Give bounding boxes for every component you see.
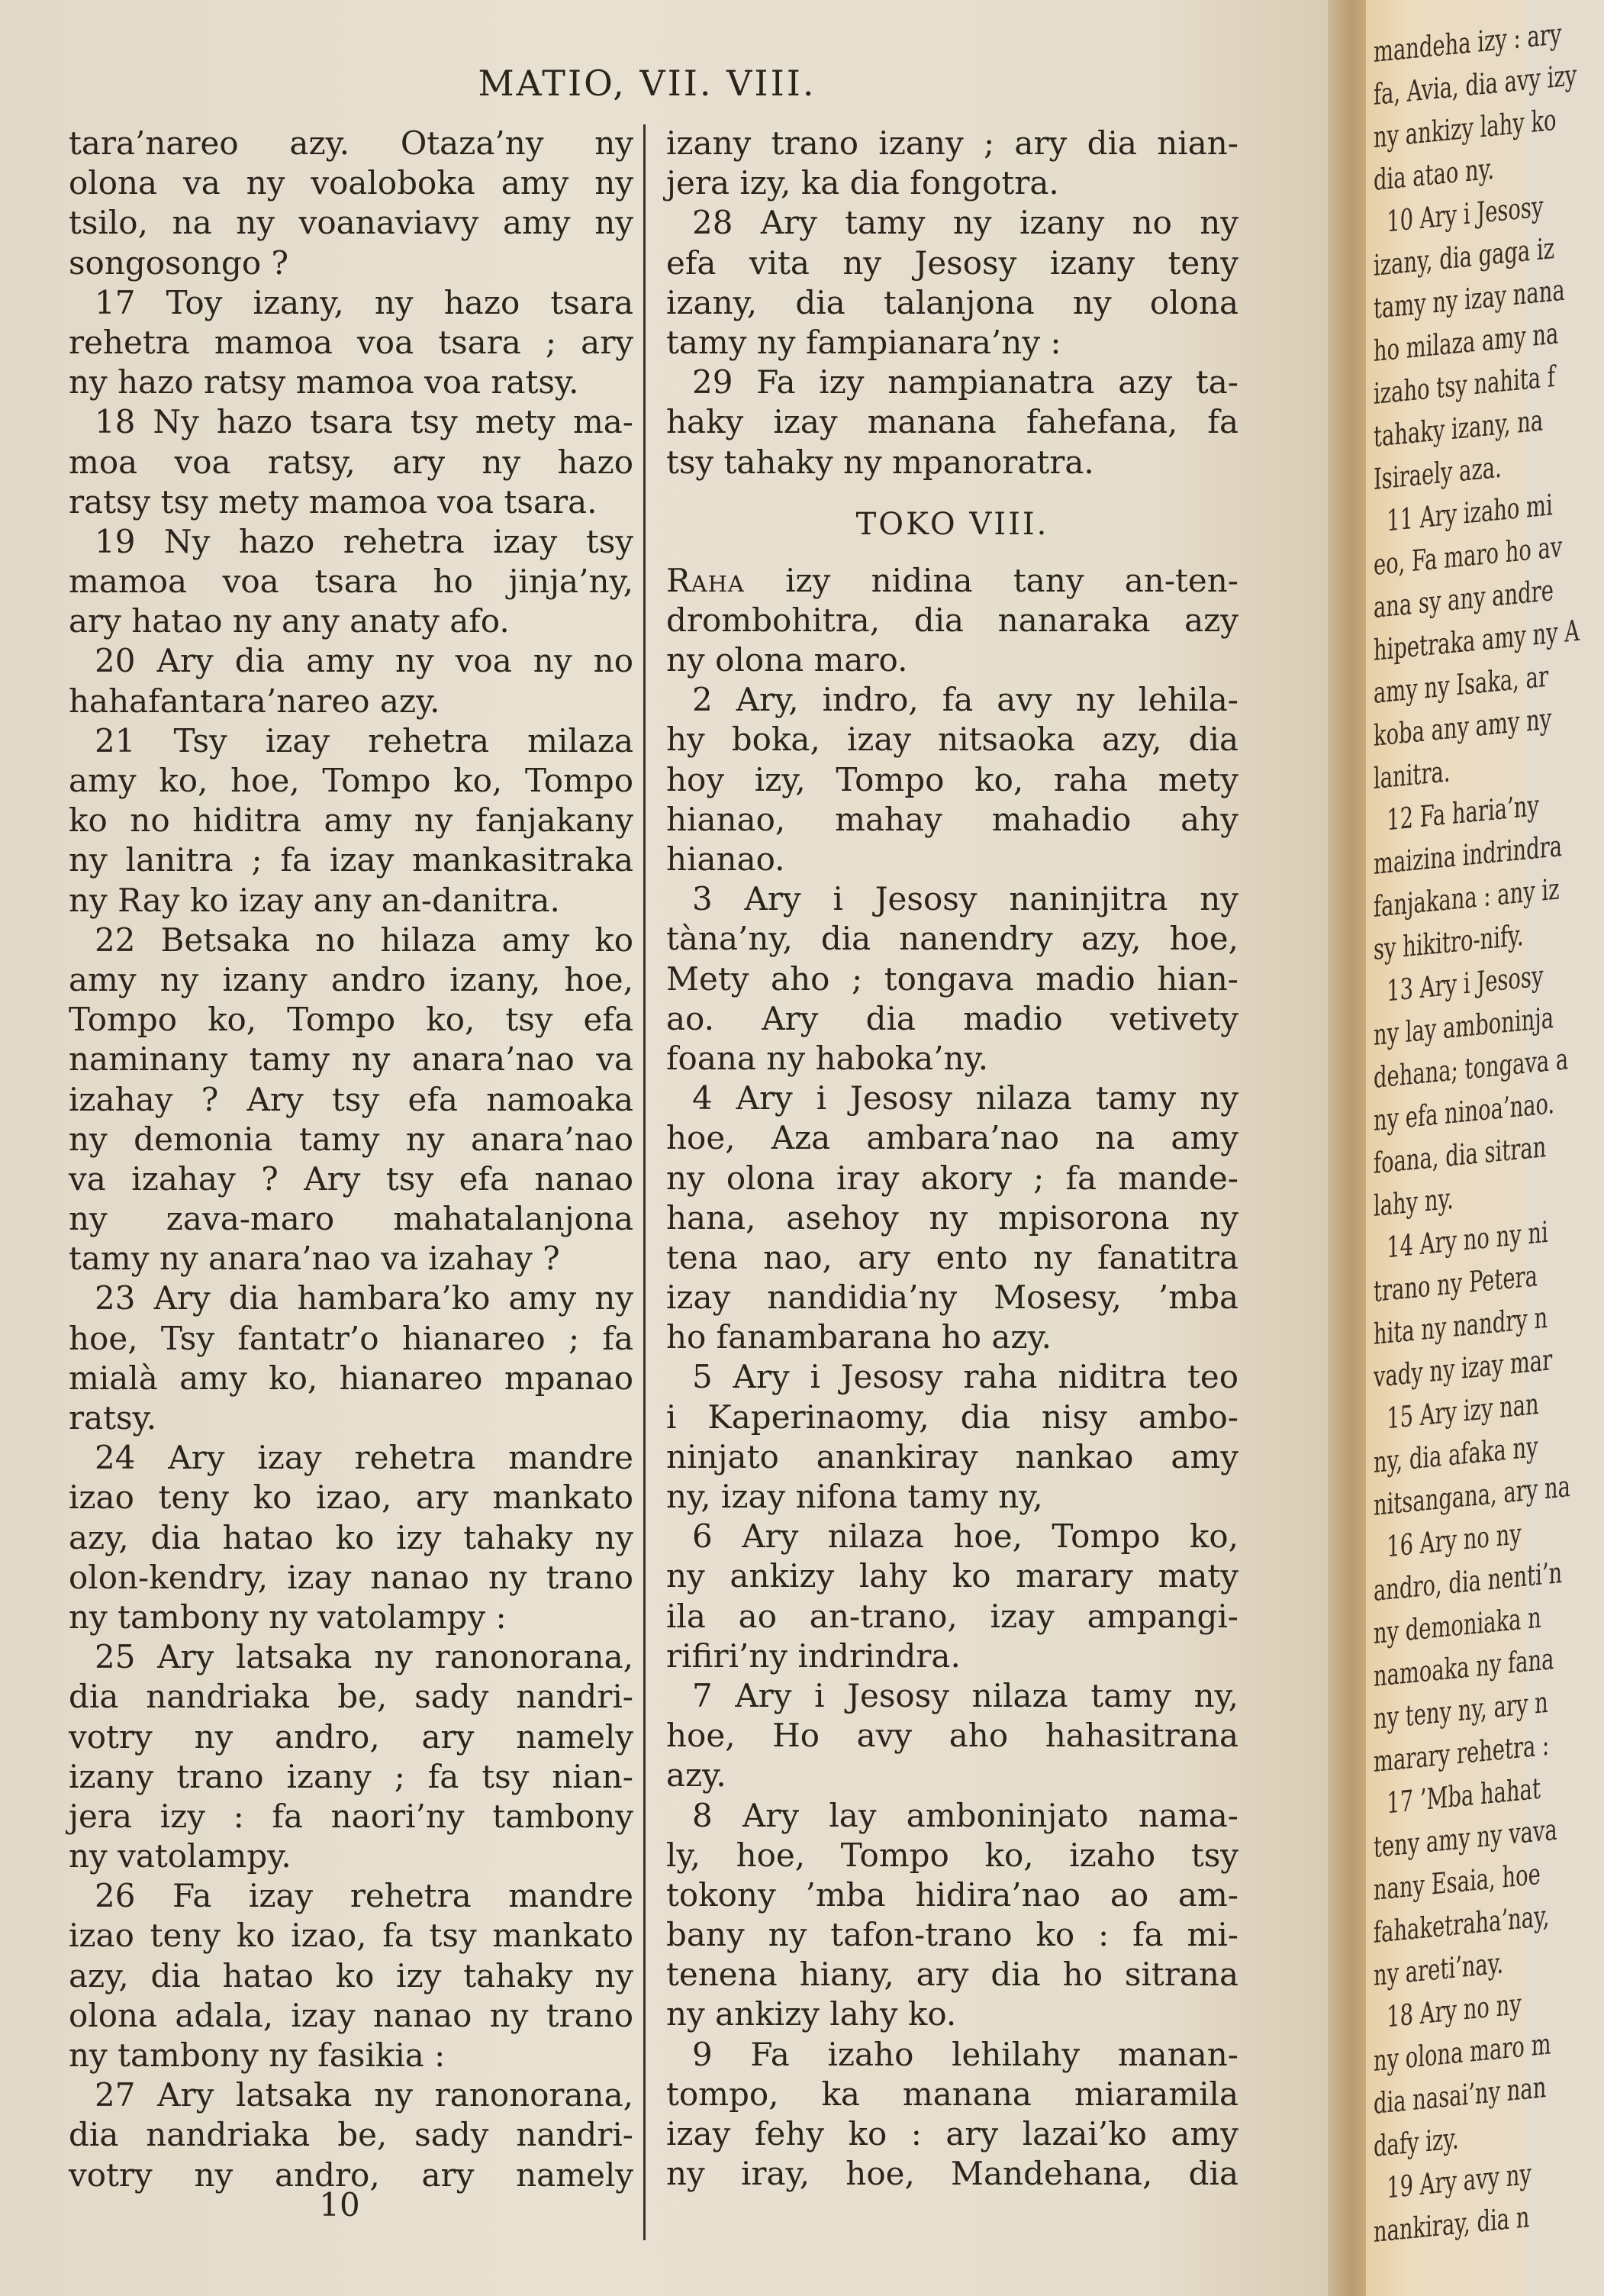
text-line: songosongo ? xyxy=(69,243,288,282)
text-line: 27 Ary latsaka ny ranonorana, xyxy=(95,2076,633,2114)
text-line: hoe, Tsy fantatr’o hianareo ; fa xyxy=(69,1319,633,1357)
text-line: ny demonia tamy ny anara’nao xyxy=(69,1120,633,1158)
next-page-line: dafy izy. xyxy=(1374,2121,1459,2163)
next-page-line: maizina indrindra xyxy=(1374,829,1563,881)
text-line: ny olona maro. xyxy=(666,641,908,679)
text-line: 23 Ary dia hambara’ko amy ny xyxy=(95,1279,633,1317)
next-page-line: mandeha izy : ary xyxy=(1374,17,1562,69)
text-line: tsilo, na ny voanaviavy amy ny xyxy=(69,204,633,242)
verse xyxy=(666,1357,1238,1517)
verse xyxy=(666,561,1238,681)
next-page-line: 11 Ary izaho mi xyxy=(1387,488,1553,538)
next-page-line: 14 Ary no ny ni xyxy=(1387,1214,1548,1265)
text-line: ny olona iray akory ; fa mande- xyxy=(666,1159,1238,1197)
next-page-line: ny demoniaka n xyxy=(1374,1600,1541,1650)
text-line: bany ny tafon-trano ko : fa mi- xyxy=(666,1916,1238,1954)
text-line: tsy tahaky ny mpanoratra. xyxy=(666,443,1094,481)
text-line: 25 Ary latsaka ny ranonorana, xyxy=(95,1638,633,1676)
text-line: ny zava-maro mahatalanjona xyxy=(69,1200,633,1238)
text-line: ny Ray ko izay any an-danitra. xyxy=(69,881,560,919)
left-column xyxy=(69,124,633,2195)
line-text: izy nidina tany an-ten- xyxy=(744,561,1238,599)
text-line: izany trano izany ; ary dia nian- xyxy=(666,124,1238,162)
text-line: ratsy tsy mety mamoa voa tsara. xyxy=(69,482,597,521)
text-line: hana, asehoy ny mpisorona ny xyxy=(666,1198,1238,1237)
text-line: tàna’ny, dia nanendry azy, hoe, xyxy=(666,920,1238,958)
verse xyxy=(69,283,633,403)
next-page-line: dia nasai’ny nan xyxy=(1374,2070,1547,2120)
verse xyxy=(69,2075,633,2195)
text-line: 7 Ary i Jesosy nilaza tamy ny, xyxy=(692,1676,1238,1714)
next-page-line: lanitra. xyxy=(1374,754,1451,795)
verse xyxy=(69,1637,633,1876)
text-line: 4 Ary i Jesosy nilaza tamy ny xyxy=(692,1079,1238,1117)
text-line: 26 Fa izay rehetra mandre xyxy=(95,1877,633,1915)
text-line: ny ankizy lahy ko. xyxy=(666,1995,957,2033)
text-line: ary hatao ny any anaty afo. xyxy=(69,602,510,640)
text-line: 17 Toy izany, ny hazo tsara xyxy=(95,283,633,321)
next-page-line: sy hikitro-nify. xyxy=(1374,917,1524,966)
text-line: haky izay manana fahefana, fa xyxy=(666,403,1238,441)
text-line: tompo, ka manana miaramila xyxy=(666,2075,1238,2113)
next-page-line: izany, dia gaga iz xyxy=(1374,231,1555,282)
verse xyxy=(666,2035,1238,2194)
text-line: 2 Ary, indro, fa avy ny lehila- xyxy=(692,681,1238,719)
next-page-line: lahy ny. xyxy=(1374,1181,1454,1223)
next-page-line: nankiray, dia n xyxy=(1374,2200,1530,2249)
text-line: ratsy. xyxy=(69,1399,157,1437)
text-line: ila ao an-trano, izay ampangi- xyxy=(666,1597,1238,1635)
text-line: ny iray, hoe, Mandehana, dia xyxy=(666,2155,1238,2193)
next-page-line: ny, dia afaka ny xyxy=(1374,1430,1538,1479)
text-line: 9 Fa izaho lehilahy manan- xyxy=(692,2035,1238,2073)
text-line: tena nao, ary ento ny fanatitra xyxy=(666,1238,1238,1276)
next-page-line: ny efa ninoa’nao. xyxy=(1374,1085,1555,1137)
text-line: dia nandriaka be, sady nandri- xyxy=(69,1678,633,1716)
verse xyxy=(666,680,1238,879)
next-page-line: ny teny ny, ary n xyxy=(1374,1685,1548,1736)
next-page-line: nany Esaia, hoe xyxy=(1374,1856,1541,1907)
next-page-line: dehana; tongava a xyxy=(1374,1042,1569,1095)
text-line: 29 Fa izy nampianatra azy ta- xyxy=(692,363,1238,401)
text-line: votry ny andro, ary namely xyxy=(69,1717,633,1756)
text-line: hianao. xyxy=(666,840,785,878)
chapter-heading: TOKO VIII. xyxy=(855,506,1049,542)
text-line: izao teny ko izao, fa tsy mankato xyxy=(69,1917,633,1955)
next-page-line: amy ny Isaka, ar xyxy=(1374,659,1549,710)
text-line: Tompo ko, Tompo ko, tsy efa xyxy=(69,1001,633,1039)
next-page-line: ho milaza amy na xyxy=(1374,316,1559,368)
text-line: izany, dia talanjona ny olona xyxy=(666,283,1238,321)
verse xyxy=(69,522,633,642)
verse xyxy=(666,879,1238,1079)
text-line: tokony ’mba hidira’nao ao am- xyxy=(666,1875,1238,1914)
next-page-lines xyxy=(1374,8,1604,2253)
verse xyxy=(666,124,1238,203)
verse xyxy=(666,1796,1238,2035)
next-page-line: ana sy any andre xyxy=(1374,573,1554,624)
next-page-line: ny lay amboninja xyxy=(1374,1001,1554,1052)
next-page-line: 16 Ary no ny xyxy=(1387,1517,1522,1564)
next-page-line: hipetraka amy ny A xyxy=(1374,613,1580,667)
text-line xyxy=(666,561,1238,601)
text-line: ny vatolampy. xyxy=(69,1837,291,1875)
text-line: moa voa ratsy, ary ny hazo xyxy=(69,443,633,481)
verse xyxy=(69,641,633,721)
text-line: votry ny andro, ary namely xyxy=(69,2156,633,2194)
text-line: hahafantara’nareo azy. xyxy=(69,682,440,720)
running-header: MATIO, VII. VIII. xyxy=(478,63,816,104)
text-line: va izahay ? Ary tsy efa nanao xyxy=(69,1159,633,1198)
text-line: 19 Ny hazo rehetra izay tsy xyxy=(95,522,633,560)
text-line: foana ny haboka’ny. xyxy=(666,1039,989,1077)
next-page-line: foana, dia sitran xyxy=(1374,1130,1547,1180)
next-page-line: Isiraely aza. xyxy=(1374,450,1502,496)
text-line: hianao, mahay mahadio ahy xyxy=(666,800,1238,838)
text-line: mamoa voa tsara ho jinja’ny, xyxy=(69,563,633,601)
text-line: olona va ny voaloboka amy ny xyxy=(69,164,633,202)
text-line: 21 Tsy izay rehetra milaza xyxy=(95,721,633,759)
verse xyxy=(69,1438,633,1637)
text-line: naminany tamy ny anara’nao va xyxy=(69,1040,633,1079)
next-page-line: 12 Fa haria’ny xyxy=(1387,788,1539,837)
next-page-fragment xyxy=(1366,0,1580,2296)
next-page-line: 15 Ary izy nan xyxy=(1387,1386,1539,1436)
text-line: hy boka, izay nitsaoka azy, dia xyxy=(666,721,1238,759)
next-page-line: eo, Fa maro ho av xyxy=(1374,529,1563,582)
text-line: azy, dia hatao ko izy tahaky ny xyxy=(69,1956,633,1994)
verse xyxy=(666,1517,1238,1676)
text-line: ly, hoe, Tompo ko, izaho tsy xyxy=(666,1836,1238,1874)
chapter-opening-word: Raha xyxy=(666,561,745,599)
text-line: dia nandriaka be, sady nandri- xyxy=(69,2116,633,2154)
next-page-line: ny areti’nay. xyxy=(1374,1946,1504,1992)
text-line: efa vita ny Jesosy izany teny xyxy=(666,243,1238,282)
text-line: ninjato anankiray nankao amy xyxy=(666,1437,1238,1475)
text-line: ho fanambarana ho azy. xyxy=(666,1318,1052,1356)
next-page-line: ny olona maro m xyxy=(1374,2027,1551,2078)
text-line: olon-kendry, izay nanao ny trano xyxy=(69,1558,633,1596)
text-line: izao teny ko izao, ary mankato xyxy=(69,1479,633,1517)
text-line: 20 Ary dia amy ny voa ny no xyxy=(95,642,633,680)
text-line: ao. Ary dia madio vetivety xyxy=(666,999,1238,1037)
text-line: drombohitra, dia nanaraka azy xyxy=(666,601,1238,639)
next-page-line: namoaka ny fana xyxy=(1374,1642,1554,1693)
next-page-line: marary rehetra : xyxy=(1374,1727,1550,1778)
text-line: 18 Ny hazo tsara tsy mety ma- xyxy=(95,403,633,441)
next-page-line: 18 Ary no ny xyxy=(1387,1987,1522,2034)
text-line: ny hazo ratsy mamoa voa ratsy. xyxy=(69,363,579,401)
text-line: rifiri’ny indrindra. xyxy=(666,1637,961,1675)
next-page-line: fahaketraha’nay, xyxy=(1374,1898,1550,1949)
text-line: hoe, Ho avy aho hahasitrana xyxy=(666,1717,1238,1755)
text-line: amy ko, hoe, Tompo ko, Tompo xyxy=(69,762,633,799)
column-divider xyxy=(643,124,646,2240)
next-page-line: fa, Avia, dia avy izy xyxy=(1374,58,1577,111)
next-page-line: 13 Ary i Jesosy xyxy=(1387,959,1544,1008)
text-line: 24 Ary izay rehetra mandre xyxy=(95,1439,633,1477)
text-line: izany trano izany ; fa tsy nian- xyxy=(69,1757,633,1795)
verse xyxy=(69,1876,633,2075)
verse xyxy=(69,124,633,283)
next-page-line: dia atao ny. xyxy=(1374,151,1495,197)
text-line: jera izy, ka dia fongotra. xyxy=(666,164,1059,202)
text-line: hoy izy, Tompo ko, raha mety xyxy=(666,760,1238,798)
text-line: izay fehy ko : ary lazai’ko amy xyxy=(666,2115,1238,2152)
text-line: 8 Ary lay amboninjato nama- xyxy=(692,1796,1238,1834)
text-line: tara’nareo azy. Otaza’ny ny xyxy=(69,124,633,162)
next-page-line: fanjakana : any iz xyxy=(1374,872,1560,924)
text-line: ny, izay nifona tamy ny, xyxy=(666,1478,1043,1515)
text-line: tamy ny anara’nao va izahay ? xyxy=(69,1240,560,1278)
next-page-line: nitsangana, ary na xyxy=(1374,1469,1570,1522)
right-column xyxy=(666,124,1238,2194)
text-line: jera izy : fa naori’ny tambony xyxy=(69,1797,633,1835)
text-line: olona adala, izay nanao ny trano xyxy=(69,1996,633,2034)
text-line: 3 Ary i Jesosy naninjitra ny xyxy=(692,880,1238,918)
verse xyxy=(666,363,1238,482)
next-page-line: tamy ny izay nana xyxy=(1374,272,1565,325)
next-page-line: 17 ’Mba hahat xyxy=(1387,1771,1541,1820)
next-page-line: vady ny izay mar xyxy=(1374,1343,1553,1394)
next-page-line: tahaky izany, na xyxy=(1374,403,1544,453)
page-number: 10 xyxy=(319,2186,360,2223)
next-page-line: andro, dia nenti’n xyxy=(1374,1555,1563,1608)
text-line: tamy ny fampianara’ny : xyxy=(666,323,1061,361)
text-line: azy. xyxy=(666,1756,726,1795)
text-line: amy ny izany andro izany, hoe, xyxy=(69,960,633,998)
text-line: 5 Ary i Jesosy raha niditra teo xyxy=(692,1358,1238,1396)
text-line: ny tambony ny vatolampy : xyxy=(69,1598,507,1636)
next-page-line: 10 Ary i Jesosy xyxy=(1387,189,1544,239)
verse xyxy=(666,1676,1238,1796)
next-page-line: hita ny nandry n xyxy=(1374,1300,1548,1351)
verse xyxy=(69,721,633,921)
verse xyxy=(69,921,633,1279)
text-line: i Kaperinaomy, dia nisy ambo- xyxy=(666,1398,1238,1436)
text-line: rehetra mamoa voa tsara ; ary xyxy=(69,323,633,361)
text-line: ny tambony ny fasikia : xyxy=(69,2036,446,2074)
text-line: azy, dia hatao ko izy tahaky ny xyxy=(69,1518,633,1556)
text-line: hoe, Aza ambara’nao na amy xyxy=(666,1119,1238,1157)
text-line: tenena hiany, ary dia ho sitrana xyxy=(666,1956,1238,1994)
next-page-line: ny ankizy lahy ko xyxy=(1374,102,1557,154)
text-line: izay nandidia’ny Mosesy, ’mba xyxy=(666,1279,1238,1317)
next-page-line: trano ny Petera xyxy=(1374,1259,1538,1308)
text-line: mialà amy ko, hianareo mpanao xyxy=(69,1359,633,1397)
text-line: ny ankizy lahy ko marary maty xyxy=(666,1557,1238,1595)
verse xyxy=(666,203,1238,363)
text-line: Mety aho ; tongava madio hian- xyxy=(666,959,1238,998)
next-page-line: koba any amy ny xyxy=(1374,701,1552,753)
text-line: 6 Ary nilaza hoe, Tompo ko, xyxy=(692,1517,1238,1556)
text-line: ny lanitra ; fa izay mankasitraka xyxy=(69,841,633,879)
next-page-line: izaho tsy nahita f xyxy=(1374,359,1555,411)
next-page-line: 19 Ary avy ny xyxy=(1387,2156,1532,2205)
verse xyxy=(69,1279,633,1438)
verse xyxy=(666,1079,1238,1357)
text-line: ko no hiditra amy ny fanjakany xyxy=(69,801,633,840)
verse xyxy=(69,402,633,522)
text-line: 22 Betsaka no hilaza amy ko xyxy=(95,921,633,959)
text-line: izahay ? Ary tsy efa namoaka xyxy=(69,1080,633,1118)
next-page-line: teny amy ny vava xyxy=(1374,1812,1557,1864)
text-line: 28 Ary tamy ny izany no ny xyxy=(692,204,1238,242)
